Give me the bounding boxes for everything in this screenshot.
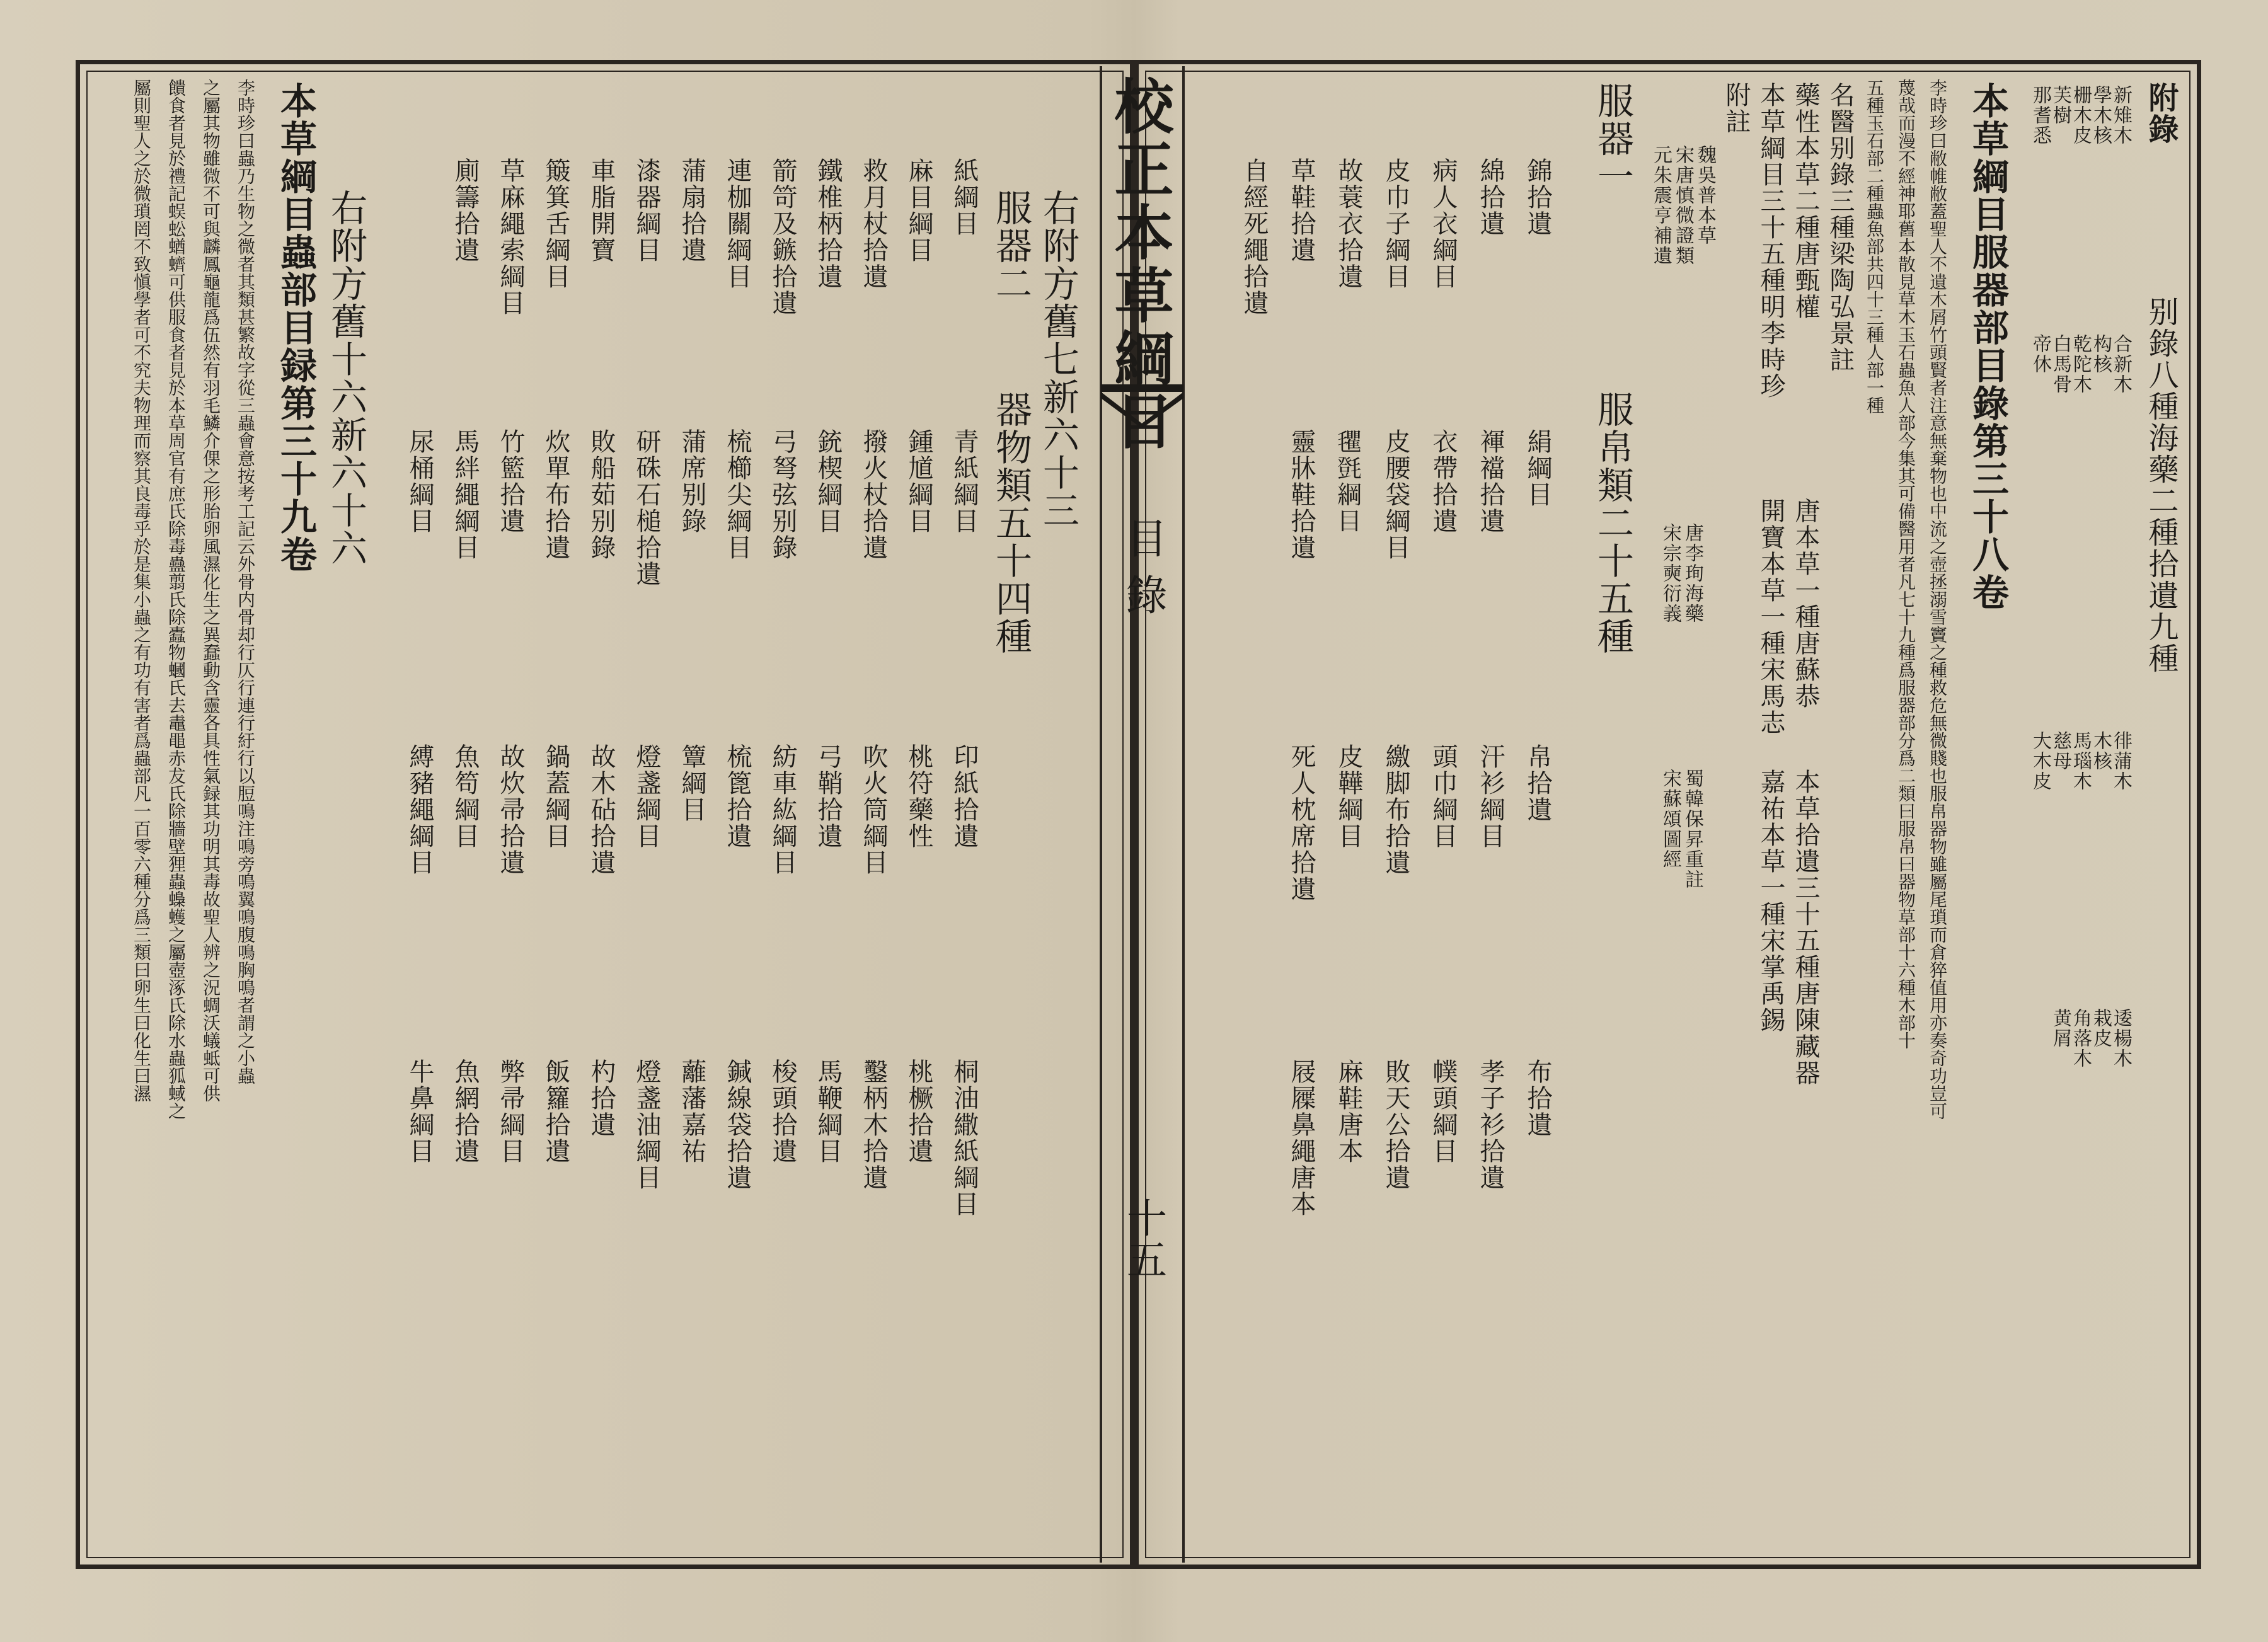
source-entry: 蜀韓保昇重註 — [1681, 769, 1703, 890]
list-item: 廁籌拾遺 — [451, 158, 480, 263]
source-entry: 本草綱目三十五種明李時珍 — [1756, 82, 1785, 399]
list-item: 車脂開寶 — [587, 158, 616, 263]
list-item: 靈牀鞋拾遺 — [1287, 428, 1316, 561]
list-item: 敗天公拾遺 — [1381, 1059, 1410, 1191]
list-item: 鍾馗綱目 — [904, 428, 933, 534]
list-item: 布拾遺 — [1523, 1059, 1552, 1138]
appendix-item: 构核 — [2090, 334, 2112, 374]
list-item: 自經死繩拾遺 — [1240, 158, 1269, 316]
list-item: 梭頭拾遺 — [768, 1059, 797, 1164]
list-item: 蒲扇拾遺 — [677, 158, 706, 263]
appendix-item: 新雉木 — [2110, 85, 2132, 146]
list-item: 死人枕席拾遺 — [1287, 743, 1316, 902]
list-item: 桐油繖紙綱目 — [950, 1059, 979, 1217]
list-item: 屐屧鼻繩唐本 — [1287, 1059, 1316, 1217]
list-item: 衣帶拾遺 — [1429, 428, 1458, 534]
list-item: 麻鞋唐本 — [1334, 1059, 1363, 1164]
list-item: 蒲席别錄 — [677, 428, 706, 534]
list-item: 吹火筒綱目 — [859, 743, 888, 876]
group-2-heading: 器物類五十四種 — [989, 391, 1032, 655]
intro-text: 五種玉石部二種蟲魚部共四十三種人部一種 — [1864, 79, 1885, 414]
list-item: 頭巾綱目 — [1429, 743, 1458, 849]
intro-text: 屬則聖人之於微瑣罔不致愼學者可不究夫物理而察其良毒乎於是集小蟲之有功有害者爲蟲部凡一百零六種分爲三類曰卵生曰化生曰濕 — [131, 79, 152, 1102]
list-item: 銃楔綱目 — [814, 428, 843, 534]
appendix-item: 芙樹 — [2049, 85, 2071, 125]
list-item: 汗衫綱目 — [1476, 743, 1505, 849]
intro-text: 李時珍曰蟲乃生物之微者其類甚繁故字從三蟲會意按考工記云外骨内骨却行仄行連行紆行以脰鳴注鳴旁鳴翼鳴腹鳴胸鳴者謂之小蟲 — [235, 79, 256, 1084]
appendix-item: 合新木 — [2110, 334, 2132, 394]
group-1-title: 服器一 — [1591, 82, 1634, 195]
list-item: 鍼線袋拾遺 — [723, 1059, 752, 1191]
page-number: 十五 — [1120, 1197, 1166, 1280]
source-entry: 藥性本草二種唐甄權 — [1791, 82, 1820, 320]
list-item: 錦拾遺 — [1523, 158, 1552, 237]
list-item: 蘺藩嘉祐 — [677, 1059, 706, 1164]
list-item: 箭笴及鏃拾遺 — [768, 158, 797, 316]
list-item: 敗船茹别錄 — [587, 428, 616, 561]
list-item: 弊帚綱目 — [496, 1059, 525, 1164]
source-entry: 唐李珣海藥 — [1681, 523, 1703, 624]
appendix-item: 逶楊木 — [2110, 1008, 2132, 1069]
list-item: 梳櫛尖綱目 — [723, 428, 752, 561]
list-item: 連枷關綱目 — [723, 158, 752, 290]
list-item: 皮腰袋綱目 — [1381, 428, 1410, 561]
list-item: 馬絆繩綱目 — [451, 428, 480, 561]
list-item: 紡車紘綱目 — [768, 743, 797, 876]
intro-text: 蔑哉而漫不經神耶舊本散見草木玉石蟲魚人部今集其可備醫用者凡七十九種爲服器部分爲二類曰服帛曰器物草部十六種木部十 — [1896, 79, 1916, 1049]
list-item: 牛鼻綱目 — [405, 1059, 434, 1164]
appendix-item: 白馬骨 — [2049, 334, 2071, 394]
fuzhu-entry: 魏吳普本草 — [1694, 145, 1716, 246]
list-item: 褌襠拾遺 — [1476, 428, 1505, 534]
list-item: 綿拾遺 — [1476, 158, 1505, 237]
list-item: 燈盞油綱目 — [632, 1059, 661, 1191]
appendix-item: 栽皮 — [2090, 1008, 2112, 1048]
list-item: 尿桶綱目 — [405, 428, 434, 534]
list-item: 青紙綱目 — [950, 428, 979, 534]
list-item: 草鞋拾遺 — [1287, 158, 1316, 263]
appendix-item: 角落木 — [2069, 1008, 2092, 1069]
group-1-heading: 服帛類二十五種 — [1591, 391, 1634, 655]
list-item: 鑿柄木拾遺 — [859, 1059, 888, 1191]
appendix-item: 徘蒲木 — [2110, 731, 2132, 791]
source-entry: 宋蘇頌圖經 — [1659, 769, 1681, 870]
list-item: 幞頭綱目 — [1429, 1059, 1458, 1164]
appendix-item: 黄屑 — [2049, 1008, 2071, 1048]
list-item: 鍋蓋綱目 — [541, 743, 570, 849]
list-item: 馬鞭綱目 — [814, 1059, 843, 1164]
list-item: 皮鞾綱目 — [1334, 743, 1363, 849]
appendix-item: 那耆悉 — [2029, 85, 2051, 146]
list-item: 帛拾遺 — [1523, 743, 1552, 823]
list-item: 研硃石槌拾遺 — [632, 428, 661, 587]
list-item: 魚笱綱目 — [451, 743, 480, 849]
source-entry: 開寶本草一種宋馬志 — [1756, 498, 1785, 736]
appended-formulas-note: 右附方舊十六新六十六 — [325, 189, 367, 567]
volume-38-title: 本草綱目服器部目錄第三十八卷 — [1966, 82, 2009, 611]
list-item: 漆器綱目 — [632, 158, 661, 263]
list-item: 故木砧拾遺 — [587, 743, 616, 876]
appendix-item: 木核 — [2090, 731, 2112, 771]
list-item: 梳篦拾遺 — [723, 743, 752, 849]
list-item: 縛豬繩綱目 — [405, 743, 434, 876]
list-item: 皮巾子綱目 — [1381, 158, 1410, 290]
source-entry: 名醫别錄三種梁陶弘景註 — [1826, 82, 1855, 373]
list-item: 繳脚布拾遺 — [1381, 743, 1410, 876]
list-item: 飯籮拾遺 — [541, 1059, 570, 1164]
list-item: 𣰽㲪綱目 — [1334, 428, 1363, 534]
appendix-item: 帝休 — [2029, 334, 2051, 374]
list-item: 弓鞘拾遺 — [814, 743, 843, 849]
list-item: 簸箕舌綱目 — [541, 158, 570, 290]
book-title: 校正本草綱目 — [1104, 76, 1173, 454]
list-item: 炊單布拾遺 — [541, 428, 570, 561]
intro-text: 之屬其物雖微不可與麟鳳龜龍爲伍然有羽毛鱗介倮之形胎卵風濕化生之異蠢動含靈各具性氣録其功明其毒故聖人辨之況蜩沃蟻蚳可供 — [200, 79, 221, 1102]
list-item: 病人衣綱目 — [1429, 158, 1458, 290]
source-entry: 宋宗奭衍義 — [1659, 523, 1681, 624]
volume-39-title: 本草綱目蟲部目録第三十九卷 — [274, 82, 317, 573]
list-item: 桃符藥性 — [904, 743, 933, 849]
list-item: 簟綱目 — [677, 743, 706, 823]
fuzhu-entry: 宋唐慎微證類 — [1672, 145, 1694, 266]
fuzhu-entry: 元朱震亨補遺 — [1650, 145, 1672, 266]
list-item: 撥火杖拾遺 — [859, 428, 888, 561]
list-item: 鐵椎柄拾遺 — [814, 158, 843, 290]
list-item: 魚網拾遺 — [451, 1059, 480, 1164]
appended-formulas-note: 右附方舊七新六十三 — [1037, 189, 1079, 529]
fuzhu-title: 附註 — [1722, 82, 1751, 135]
list-item: 故蓑衣拾遺 — [1334, 158, 1363, 290]
appendix-item: 乾陀木 — [2069, 334, 2092, 394]
list-item: 燈盞綱目 — [632, 743, 661, 849]
appendix-title: 附錄 — [2143, 82, 2179, 145]
list-item: 草麻繩索綱目 — [496, 158, 525, 316]
appendix-item: 學木核 — [2090, 85, 2112, 146]
appendix-item: 馬瑙木 — [2069, 731, 2092, 791]
appendix-item: 栅木皮 — [2069, 85, 2092, 146]
list-item: 弓弩弦别錄 — [768, 428, 797, 561]
source-entry: 唐本草一種唐蘇恭 — [1791, 498, 1820, 709]
list-item: 絹綱目 — [1523, 428, 1552, 508]
group-2-title: 服器二 — [989, 189, 1032, 302]
list-item: 孝子衫拾遺 — [1476, 1059, 1505, 1191]
source-entry: 嘉祐本草一種宋掌禹錫 — [1756, 769, 1785, 1033]
appendix-item: 慈母 — [2049, 731, 2071, 771]
list-item: 印紙拾遺 — [950, 743, 979, 849]
list-item: 杓拾遺 — [587, 1059, 616, 1138]
intro-text: 饋食者見於禮記蜈蚣蝤蠐可供服食者見於本草周官有庶氏除毒蠱翦氏除蠹物蟈氏去鼃黽赤犮氏除牆壁狸蟲蟂蠖之屬壺涿氏除水蟲狐蜮之 — [166, 79, 187, 1120]
list-item: 故炊帚拾遺 — [496, 743, 525, 876]
appendix-summary: 别錄八種海藥二種拾遺九種 — [2143, 296, 2179, 674]
list-item: 救月杖拾遺 — [859, 158, 888, 290]
source-entry: 本草拾遺三十五種唐陳藏器 — [1791, 769, 1820, 1086]
list-item: 桃橛拾遺 — [904, 1059, 933, 1164]
intro-text: 李時珍曰敝帷敝蓋聖人不遺木屑竹頭賢者注意無棄物也中流之壺拯溺雪竇之種救危無微賤也服帛器物雖屬尾瑣而倉猝值用亦奏奇功豈可 — [1927, 79, 1948, 1120]
list-item: 竹籃拾遺 — [496, 428, 525, 534]
section-label: 目錄 — [1119, 517, 1167, 630]
list-item: 麻目綱目 — [904, 158, 933, 263]
appendix-item: 大木皮 — [2029, 731, 2051, 791]
list-item: 紙綱目 — [950, 158, 979, 237]
